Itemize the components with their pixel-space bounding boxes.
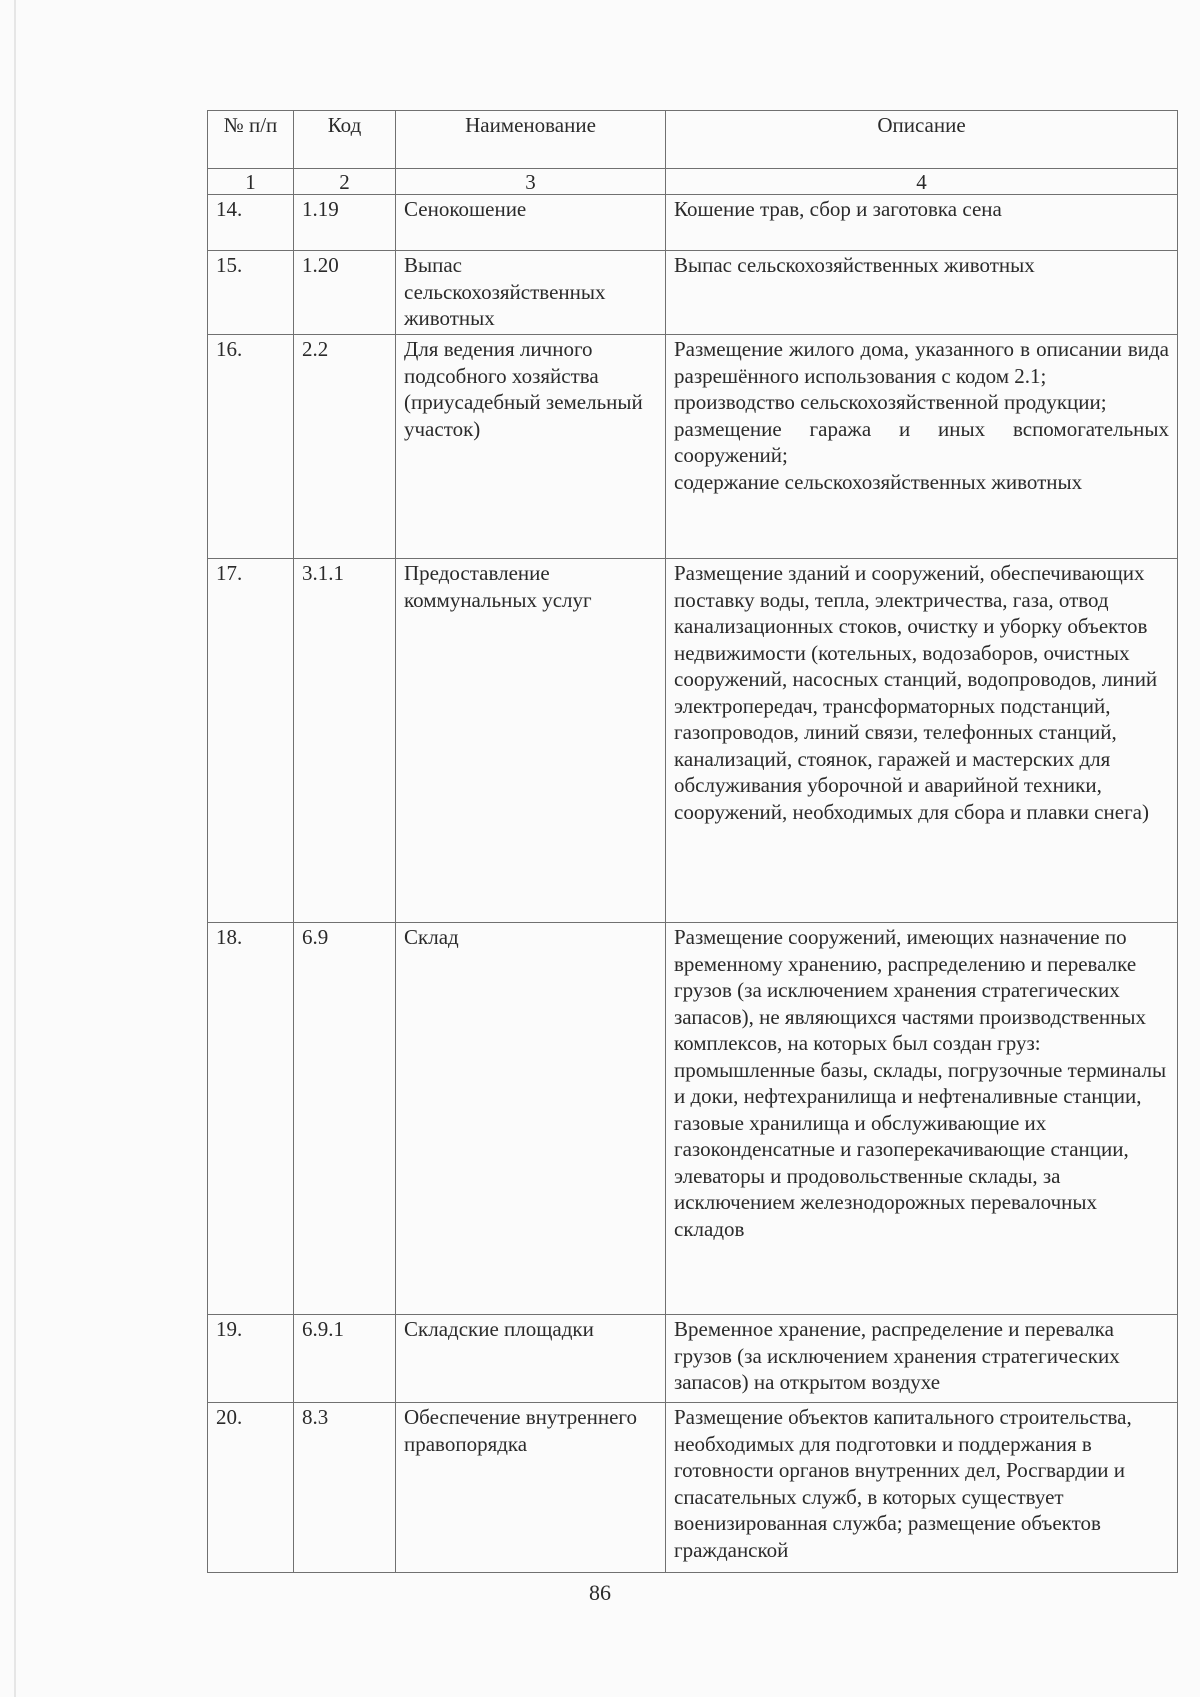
column-number-row — [208, 169, 1178, 195]
description-line: Выпас сельскохозяйственных животных — [674, 253, 1035, 277]
table-row — [208, 335, 1178, 559]
row-name: Выпас сельскохозяйственных животных — [396, 251, 666, 335]
table-header-row — [208, 111, 1178, 169]
description-line: Размещение жилого дома, указанного в описании вида разрешённого использования с кодом 2.1; — [674, 337, 1169, 388]
row-description — [666, 1315, 1178, 1403]
description-line: Размещение объектов капитального строительства, необходимых для подготовки и поддержания в готовности органов внутренних дел, Росгвардии и спасательных служб, в которых существует военизированная служба; размещение объектов гражданской — [674, 1405, 1132, 1562]
header-name: Наименование — [396, 111, 666, 169]
row-code: 3.1.1 — [294, 559, 396, 923]
row-name: Обеспечение внутреннего правопорядка — [396, 1403, 666, 1573]
table-row — [208, 251, 1178, 335]
description-line: размещение гаража и иных вспомогательных сооружений; — [674, 416, 1169, 467]
description-line: Размещение зданий и сооружений, обеспечивающих поставку воды, тепла, электричества, газа, отвод канализационных стоков, очистку и уборку объектов недвижимости (котельных, водозаборов, очистных сооружений, насосных станций, водопроводов, линий электропередач, трансформаторных подстанций, газопроводов, линий связи, телефонных станций, канализаций, стоянок, гаражей и мастерских для обслуживания уборочной и аварийной техники, сооружений, необходимых для сбора и плавки снега) — [674, 561, 1158, 824]
row-number: 19. — [208, 1315, 294, 1403]
row-description — [666, 195, 1178, 251]
table-row — [208, 195, 1178, 251]
description-line: Кошение трав, сбор и заготовка сена — [674, 197, 1002, 221]
row-description — [666, 335, 1178, 559]
row-name: Складские площадки — [396, 1315, 666, 1403]
row-name: Предоставление коммунальных услуг — [396, 559, 666, 923]
row-number: 17. — [208, 559, 294, 923]
table-row — [208, 1403, 1178, 1573]
row-number: 16. — [208, 335, 294, 559]
row-number: 18. — [208, 923, 294, 1315]
row-number: 15. — [208, 251, 294, 335]
column-number: 1 — [208, 169, 294, 195]
row-description — [666, 1403, 1178, 1573]
row-number: 14. — [208, 195, 294, 251]
description-line: Временное хранение, распределение и перевалка грузов (за исключением хранения стратегических запасов) на открытом воздухе — [674, 1317, 1120, 1394]
land-use-table — [207, 110, 1178, 1573]
page-number: 86 — [589, 1580, 611, 1605]
row-description — [666, 923, 1178, 1315]
row-code: 1.20 — [294, 251, 396, 335]
column-number: 2 — [294, 169, 396, 195]
column-number: 4 — [666, 169, 1178, 195]
description-line: содержание сельскохозяйственных животных — [674, 469, 1083, 494]
column-number: 3 — [396, 169, 666, 195]
table-row — [208, 923, 1178, 1315]
header-code: Код — [294, 111, 396, 169]
row-name: Склад — [396, 923, 666, 1315]
row-code: 1.19 — [294, 195, 396, 251]
row-code: 8.3 — [294, 1403, 396, 1573]
header-number: № п/п — [208, 111, 294, 169]
table-row — [208, 1315, 1178, 1403]
header-description: Описание — [666, 111, 1178, 169]
row-code: 6.9 — [294, 923, 396, 1315]
row-name: Сенокошение — [396, 195, 666, 251]
row-description — [666, 251, 1178, 335]
table-row — [208, 559, 1178, 923]
row-number: 20. — [208, 1403, 294, 1573]
scan-margin-shadow — [14, 0, 16, 1697]
description-line: производство сельскохозяйственной продукции; — [674, 390, 1107, 414]
description-line: Размещение сооружений, имеющих назначение по временному хранению, распределению и перевалке грузов (за исключением хранения стратегических запасов), не являющихся частями производственных комплексов, на которых был создан груз: промышленные базы, склады, погрузочные терминалы и доки, нефтехранилища и нефтеналивные станции, газовые хранилища и обслуживающие их газоконденсатные и газоперекачивающие станции, элеваторы и продовольственные склады, за исключением железнодорожных перевалочных складов — [674, 925, 1167, 1241]
row-code: 2.2 — [294, 335, 396, 559]
row-description — [666, 559, 1178, 923]
row-name: Для ведения личного подсобного хозяйства (приусадебный земельный участок) — [396, 335, 666, 559]
row-code: 6.9.1 — [294, 1315, 396, 1403]
